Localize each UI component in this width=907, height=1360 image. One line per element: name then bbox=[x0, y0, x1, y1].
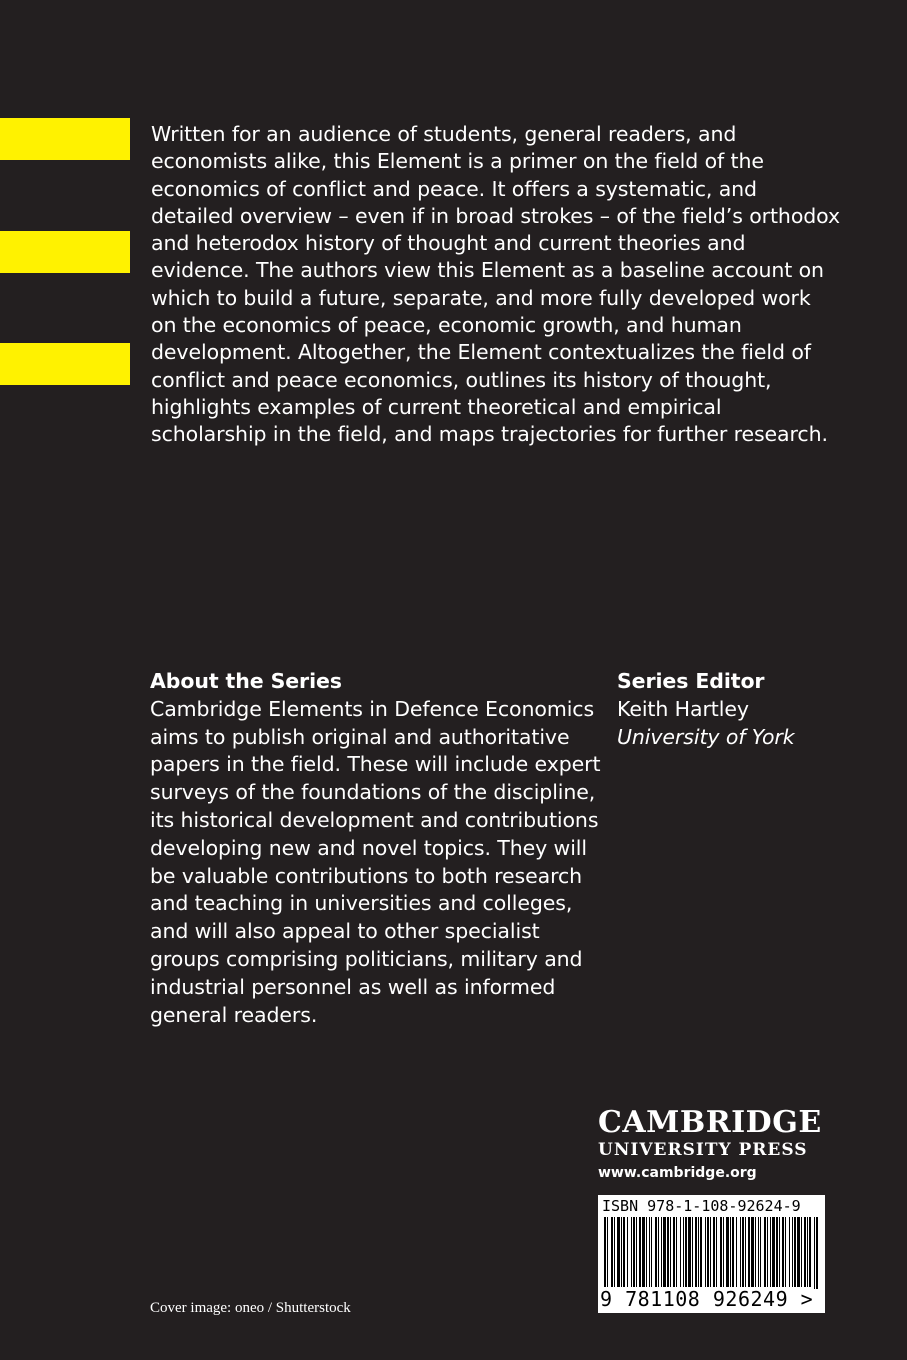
barcode-bar bbox=[607, 1217, 608, 1289]
barcode-bar bbox=[642, 1217, 645, 1289]
barcode-bar bbox=[676, 1217, 677, 1289]
barcode-bar bbox=[692, 1217, 693, 1289]
yellow-accent-bar-middle bbox=[0, 231, 130, 273]
barcode-bar bbox=[627, 1217, 628, 1289]
barcode-bar bbox=[779, 1217, 780, 1289]
barcode-bar bbox=[801, 1217, 802, 1289]
barcode-bar bbox=[755, 1217, 756, 1289]
isbn-label: ISBN 978-1-108-92624-9 bbox=[602, 1197, 801, 1215]
barcode-bar bbox=[631, 1217, 632, 1289]
barcode-bar bbox=[633, 1217, 635, 1289]
barcode-bar bbox=[751, 1217, 754, 1289]
barcode-bar bbox=[695, 1217, 697, 1289]
barcode-bar bbox=[732, 1217, 734, 1289]
barcode-bar bbox=[745, 1217, 746, 1289]
publisher-subtitle: UNIVERSITY PRESS bbox=[598, 1140, 808, 1160]
series-editor-name: Keith Hartley bbox=[617, 696, 749, 721]
barcode-bar bbox=[683, 1217, 684, 1289]
barcode-bar bbox=[614, 1217, 615, 1289]
barcode-bar bbox=[764, 1217, 766, 1289]
barcode-bar bbox=[748, 1217, 750, 1289]
cover-image-credit: Cover image: oneo / Shutterstock bbox=[150, 1300, 351, 1316]
barcode-bar bbox=[726, 1217, 729, 1289]
about-series-text: Cambridge Elements in Defence Economics aims to publish original and authoritative papers in the field. These will include expert surveys of the foundations of the discipline, its historical development and contributions developing new and novel topics. They will be valuable contributions to both research and teaching in universities and colleges, and will also appeal to other specialist groups comprising politicians, military and industrial personnel as well as informed general readers. bbox=[150, 696, 601, 1027]
barcode-bar bbox=[661, 1217, 662, 1289]
barcode-bar bbox=[649, 1217, 650, 1289]
barcode-bar bbox=[770, 1217, 771, 1289]
barcode-bar bbox=[792, 1217, 793, 1289]
barcode-bar bbox=[797, 1217, 800, 1289]
barcode-bar bbox=[785, 1217, 786, 1289]
barcode-bar bbox=[688, 1217, 691, 1289]
barcode-bar bbox=[789, 1217, 790, 1289]
isbn-barcode bbox=[598, 1195, 825, 1313]
about-series-heading: About the Series bbox=[150, 669, 342, 693]
barcode-bar bbox=[639, 1217, 641, 1289]
barcode-bar bbox=[730, 1217, 731, 1289]
barcode-bar bbox=[720, 1217, 722, 1289]
barcode-bar bbox=[736, 1217, 737, 1289]
barcode-bar bbox=[611, 1217, 613, 1289]
barcode-bar bbox=[767, 1217, 768, 1289]
barcode-bar bbox=[710, 1217, 711, 1289]
barcode-bar bbox=[658, 1217, 659, 1289]
barcode-bar bbox=[698, 1217, 699, 1289]
barcode-bar bbox=[772, 1217, 775, 1289]
barcode-bar bbox=[646, 1217, 647, 1289]
barcode-bar bbox=[713, 1217, 715, 1289]
publisher-name: CAMBRIDGE bbox=[598, 1105, 822, 1140]
barcode-bar bbox=[667, 1217, 669, 1289]
barcode-bar bbox=[814, 1217, 815, 1289]
barcode-bar bbox=[742, 1217, 744, 1289]
barcode-bar bbox=[807, 1217, 808, 1289]
barcode-bar bbox=[685, 1217, 687, 1289]
barcode-bar bbox=[636, 1217, 637, 1289]
barcode-bar bbox=[604, 1217, 606, 1289]
barcode-bar bbox=[758, 1217, 759, 1289]
barcode-bar bbox=[794, 1217, 796, 1289]
barcode-bar bbox=[782, 1217, 784, 1289]
barcode-bar bbox=[707, 1217, 709, 1289]
barcode-bar bbox=[776, 1217, 778, 1289]
series-editor-affiliation: University of York bbox=[617, 724, 795, 749]
barcode-bar bbox=[804, 1217, 806, 1289]
barcode-bar bbox=[816, 1217, 818, 1289]
barcode-bar bbox=[809, 1217, 811, 1289]
barcode-bar bbox=[705, 1217, 706, 1289]
publisher-url: www.cambridge.org bbox=[598, 1165, 757, 1181]
about-the-series bbox=[150, 668, 602, 1029]
barcode-bar bbox=[716, 1217, 717, 1289]
barcode-bar bbox=[670, 1217, 671, 1289]
barcode-bar bbox=[655, 1217, 657, 1289]
barcode-bar bbox=[673, 1217, 675, 1289]
barcode-bar bbox=[700, 1217, 702, 1289]
barcode-bar bbox=[663, 1217, 666, 1289]
book-description: Written for an audience of students, general readers, and economists alike, this Element is a primer on the field of the economics of conflict and peace. It offers a systematic, and detailed overview – even if in broad strokes – of the field’s orthodox and heterodox history of thought and current theories and evidence. The authors view this Element as a baseline account on which to build a future, separate, and more fully developed work on the economics of peace, economic growth, and human development. Altogether, the Element contextualizes the field of conflict and peace economics, outlines its history of thought, highlights examples of current theoretical and empirical scholarship in the field, and maps trajectories for further research. bbox=[151, 122, 841, 447]
barcode-bar bbox=[723, 1217, 724, 1289]
barcode-bar bbox=[680, 1217, 681, 1289]
publisher-logo bbox=[598, 1106, 838, 1186]
yellow-accent-bar-bottom bbox=[0, 343, 130, 385]
barcode-bar bbox=[651, 1217, 652, 1289]
series-editor bbox=[617, 668, 877, 751]
barcode-bar bbox=[623, 1217, 625, 1289]
barcode-digits: 9 781108 926249 > bbox=[600, 1287, 814, 1311]
barcode-bar bbox=[760, 1217, 761, 1289]
yellow-accent-bar-top bbox=[0, 118, 130, 160]
barcode-bar bbox=[740, 1217, 741, 1289]
barcode-bar bbox=[621, 1217, 622, 1289]
barcode-bar bbox=[617, 1217, 620, 1289]
barcode-bars bbox=[602, 1217, 821, 1289]
series-editor-heading: Series Editor bbox=[617, 669, 765, 693]
